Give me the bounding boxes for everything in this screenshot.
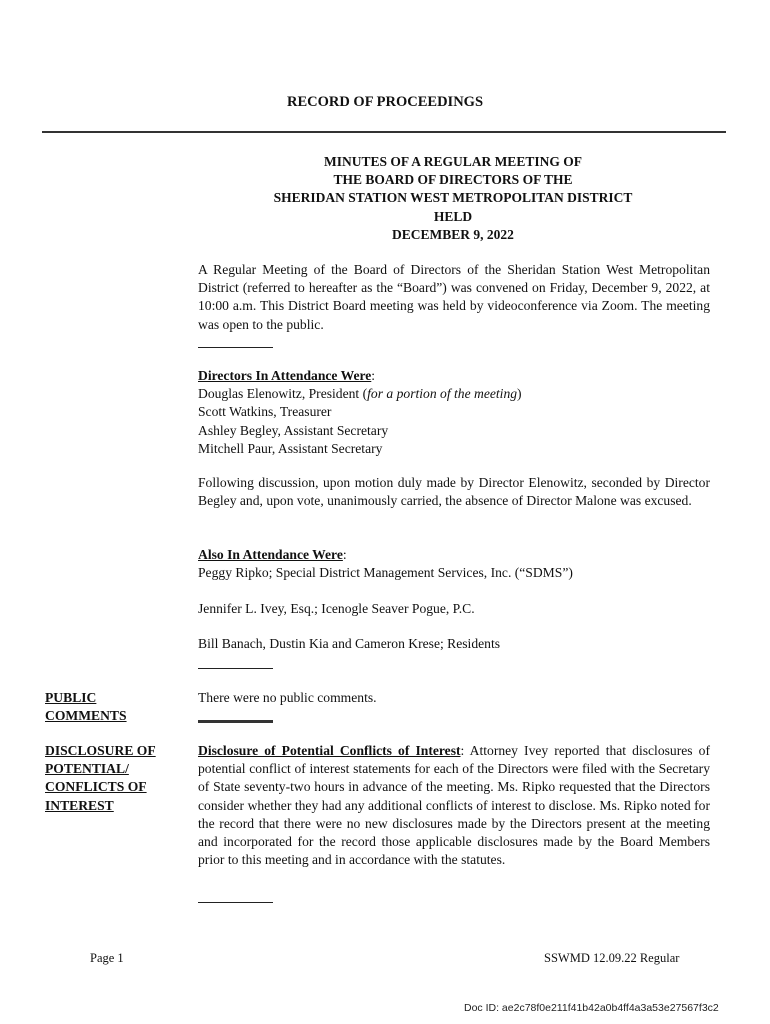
document-code: SSWMD 12.09.22 Regular xyxy=(544,951,680,965)
header-line: HELD xyxy=(433,208,473,224)
side-heading-line: COMMENTS xyxy=(45,708,127,724)
absence-paragraph: Following discussion, upon motion duly made by Director Elenowitz, seconded by Director Begley and, upon vote, unanimously carried, the absence of Director Malone was excused. xyxy=(198,475,710,509)
header-line: MINUTES OF A REGULAR MEETING OF xyxy=(324,154,582,169)
section-separator xyxy=(198,720,273,723)
header-line: DECEMBER 9, 2022 xyxy=(392,226,514,242)
directors-heading: Directors In Attendance Were xyxy=(198,368,372,383)
directors-heading-line xyxy=(198,367,710,385)
side-heading-line: PUBLIC xyxy=(45,690,97,705)
disclosure-side-heading xyxy=(45,742,185,815)
attendee-line: Peggy Ripko; Special District Management Services, Inc. (“SDMS”) xyxy=(198,565,573,580)
director-entry: Scott Watkins, Treasurer xyxy=(198,404,332,420)
intro-paragraph: A Regular Meeting of the Board of Directors of the Sheridan Station West Metropolitan District (referred to hereafter as the “Board”) was convened on Friday, December 9, 2022, at 10:00 a.m. This District Board meeting was held by videoconference via Zoom. The meeting was open to the public. xyxy=(198,262,710,332)
doc-id: Doc ID: ae2c78f0e211f41b42a0b4ff4a3a53e27567f3c2 xyxy=(464,1002,719,1014)
attendee-line: Jennifer L. Ivey, Esq.; Icenogle Seaver Pogue, P.C. xyxy=(198,601,475,616)
section-separator xyxy=(198,347,273,348)
side-heading-line: CONFLICTS OF xyxy=(45,779,147,795)
director-name: Douglas Elenowitz, President ( xyxy=(198,386,368,402)
header-line: THE BOARD OF DIRECTORS OF THE xyxy=(333,172,573,188)
disclosure-heading: Disclosure of Potential Conflicts of Interest xyxy=(198,743,461,758)
public-comments-side-heading xyxy=(45,689,185,725)
public-comments-text: There were no public comments. xyxy=(198,690,377,705)
also-colon: : xyxy=(342,547,347,562)
minutes-header xyxy=(200,153,706,244)
director-note: for a portion of the meeting xyxy=(367,386,518,402)
side-heading-line: POTENTIAL/ xyxy=(45,761,129,777)
page-number: Page 1 xyxy=(90,951,124,965)
header-line: SHERIDAN STATION WEST METROPOLITAN DISTRICT xyxy=(273,190,633,206)
director-note-close: ) xyxy=(517,386,522,402)
directors-colon: : xyxy=(371,368,376,383)
section-separator xyxy=(198,668,273,669)
side-heading-line: DISCLOSURE OF xyxy=(45,743,156,758)
section-separator xyxy=(198,902,273,903)
disclosure-paragraph xyxy=(198,742,710,869)
attendee-line: Bill Banach, Dustin Kia and Cameron Krese; Residents xyxy=(198,636,501,651)
document-title: RECORD OF PROCEEDINGS xyxy=(286,94,484,110)
directors-section xyxy=(198,367,710,458)
director-entry: Ashley Begley, Assistant Secretary xyxy=(198,422,389,438)
director-entry xyxy=(198,385,710,403)
disclosure-text: : Attorney Ivey reported that disclosures of potential conflict of interest statements for each of the Directors were filed with the Secretary of State seventy-two hours in advance of the meeting. Ms. Ripko requested that the Directors consider whether they had any additional conflicts of interest to disclose. Ms. Ripko noted for the record that there were no new disclosures made by the Directors present at the meeting and incorporated for the record those applicable disclosures made by the Board Members prior to this meeting and in accordance with the statutes. xyxy=(198,743,710,868)
side-heading-line: INTEREST xyxy=(45,797,114,813)
also-heading: Also In Attendance Were xyxy=(198,547,343,562)
title-rule xyxy=(42,131,726,133)
director-entry: Mitchell Paur, Assistant Secretary xyxy=(198,440,383,456)
also-heading-line xyxy=(198,546,710,564)
